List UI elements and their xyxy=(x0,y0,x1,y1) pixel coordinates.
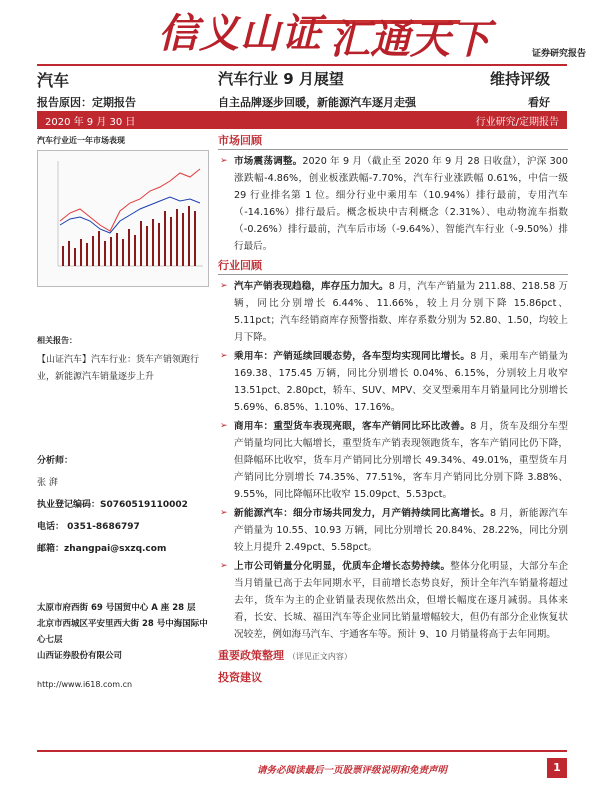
analyst-title: 分析师： xyxy=(37,456,74,466)
chart-title: 汽车行业近一年市场表现 xyxy=(37,136,125,145)
bullet-arrow-icon: ➢ xyxy=(220,561,228,571)
report-reason: 报告原因：定期报告 xyxy=(37,96,136,109)
item-lead: 市场震荡调整。 xyxy=(234,156,303,167)
brand-banner xyxy=(0,0,600,62)
brand-name-right: 汇通天下 xyxy=(330,16,490,63)
list-item xyxy=(218,278,568,346)
performance-chart xyxy=(37,150,209,287)
item-lead: 乘用车：产销延续回暖态势，各车型均实现同比增长。 xyxy=(234,351,471,362)
header-divider-top xyxy=(37,64,567,66)
rating-view: 看好 xyxy=(528,96,550,109)
page-number: 1 xyxy=(547,758,567,778)
disclaimer-text: 请务必阅读最后一页股票评级说明和免责声明 xyxy=(257,765,448,776)
item-text: 8 月，汽车产销量为 211.88、218.58 万辆，同比分别增长 6.44%、11.66%，较上月分别下降 15.86pct、5.11pct；汽车经销商库存预警指数、库存系数分别为 52.80、1.50，均较上月下降。 xyxy=(234,281,569,343)
list-item xyxy=(218,153,568,255)
section-market: 市场回顾 xyxy=(218,132,568,150)
list-item xyxy=(218,505,568,556)
report-title: 汽车行业 9 月展望 xyxy=(218,70,344,88)
chart-panel xyxy=(37,135,207,287)
item-text: 8 月，新能源汽车产销量为 10.55、10.93 万辆，同比分别增长 20.84%、28.22%，同比分别较上月提升 2.49pct、5.58pct。 xyxy=(234,508,568,553)
industry-line xyxy=(60,169,200,231)
item-lead: 汽车产销表现趋稳，库存压力加大。 xyxy=(234,281,389,292)
analyst-block xyxy=(37,450,212,560)
analyst-email[interactable]: 邮箱：zhangpai@sxzq.com xyxy=(37,544,167,554)
item-text: 整体分化明显，大部分车企当月销量已高于去年同期水平，目前增长态势良好，预计全年汽车销量将超过去年，货车为主的企业销量表现依然出众，但增长幅度在逐月减弱。具体来看，长安、长城、福田汽车等企业同比销量增幅较大，但仍有部分企业恢复状况较差，例如海马汽车、宇通客车等。预计 9、10 月销量将高于去年同期。 xyxy=(234,561,569,640)
brand-tag: 证券研究报告 xyxy=(531,49,586,59)
bullet-arrow-icon: ➢ xyxy=(220,421,228,431)
address-beijing: 北京市西城区平安里西大街 28 号中海国际中心七层 xyxy=(37,619,208,645)
policy-heading: 重要政策整理 xyxy=(218,649,284,662)
item-lead: 新能源汽车：细分市场共同发力，月产销持续同比高增长。 xyxy=(234,508,490,519)
bullet-arrow-icon: ➢ xyxy=(220,351,228,361)
item-lead: 上市公司销量分化明显，优质车企增长态势持续。 xyxy=(234,561,451,572)
bullet-arrow-icon: ➢ xyxy=(220,508,228,518)
main-content xyxy=(218,132,568,689)
company-name: 山西证券股份有限公司 xyxy=(37,651,123,661)
chart-svg xyxy=(38,151,208,286)
item-text: 8 月，货车及细分车型产销量均同比大幅增长，重型货车产销表现领跑货车，客车产销同比仍下降，但降幅环比收窄，货车月产销同比分别增长 49.34%、49.01%，重型货车月产销同比分别增长 74.35%、77.51%，客车月产销同比分别下降 3.88%、9.55%，同比降幅环比收窄 15.09pct、5.53pct。 xyxy=(234,421,568,500)
rating: 维持评级 xyxy=(490,70,551,88)
analyst-phone: 电话： 0351-8686797 xyxy=(37,522,140,532)
list-item xyxy=(218,348,568,416)
list-item xyxy=(218,418,568,503)
report-date: 2020 年 9 月 30 日 xyxy=(45,116,136,128)
volume-bars xyxy=(62,206,196,266)
report-subtitle: 自主品牌逐步回暖，新能源汽车逐月走强 xyxy=(218,96,416,109)
address-block xyxy=(37,600,212,664)
list-item xyxy=(218,558,568,643)
brand-name-left: 信义山证 xyxy=(158,10,322,57)
related-report-link[interactable]: 【山证汽车】汽车行业：货车产销领跑行业，新能源汽车销量逐步上升 xyxy=(37,355,200,382)
item-lead: 商用车：重型货车表现亮眼，客车产销同比环比改善。 xyxy=(234,421,471,432)
industry-label: 汽车 xyxy=(37,71,70,90)
section-policy xyxy=(218,647,568,663)
bullet-arrow-icon: ➢ xyxy=(220,281,228,291)
date-bar xyxy=(37,111,567,129)
address-taiyuan: 太原市府西街 69 号国贸中心 A 座 28 层 xyxy=(37,603,196,613)
section-advice: 投资建议 xyxy=(218,671,262,684)
company-url[interactable]: http://www.i618.com.cn xyxy=(37,680,133,689)
benchmark-line xyxy=(60,197,200,233)
analyst-cert: 执业登记编码：S0760519110002 xyxy=(37,500,188,510)
policy-note: （详见正文内容） xyxy=(287,652,352,661)
report-type: 行业研究/定期报告 xyxy=(475,116,559,128)
page-footer xyxy=(37,750,567,790)
bullet-arrow-icon: ➢ xyxy=(220,156,228,166)
item-text: 2020 年 9 月（截止至 2020 年 9 月 28 日收盘），沪深 300 涨跌幅-4.86%，创业板涨跌幅-7.70%，汽车行业涨跌幅 0.61%，中信一级 29 行业排名第 1 位。细分行业中乘用车（10.94%）排行最前，专用汽车（-14.16%）排行最后。概念板块中吉利概念（2.31%）、电动物流车指数（-0.26%）排行最前，汽车后市场（-9.64%）、智能汽车行业（-9.50%）排行最后。 xyxy=(234,156,568,252)
related-title: 相关报告： xyxy=(37,336,77,345)
item-text: 8 月，乘用车产销量为 169.38、175.45 万辆，同比分别增长 0.04%、6.15%，分别较上月收窄 13.51pct、2.80pct，轿车、SUV、MPV、交叉型乘用车月销量同比分别增长 5.69%、6.85%、1.10%、17.16%。 xyxy=(234,351,568,413)
section-industry: 行业回顾 xyxy=(218,257,568,275)
analyst-name: 张 湃 xyxy=(37,478,58,488)
